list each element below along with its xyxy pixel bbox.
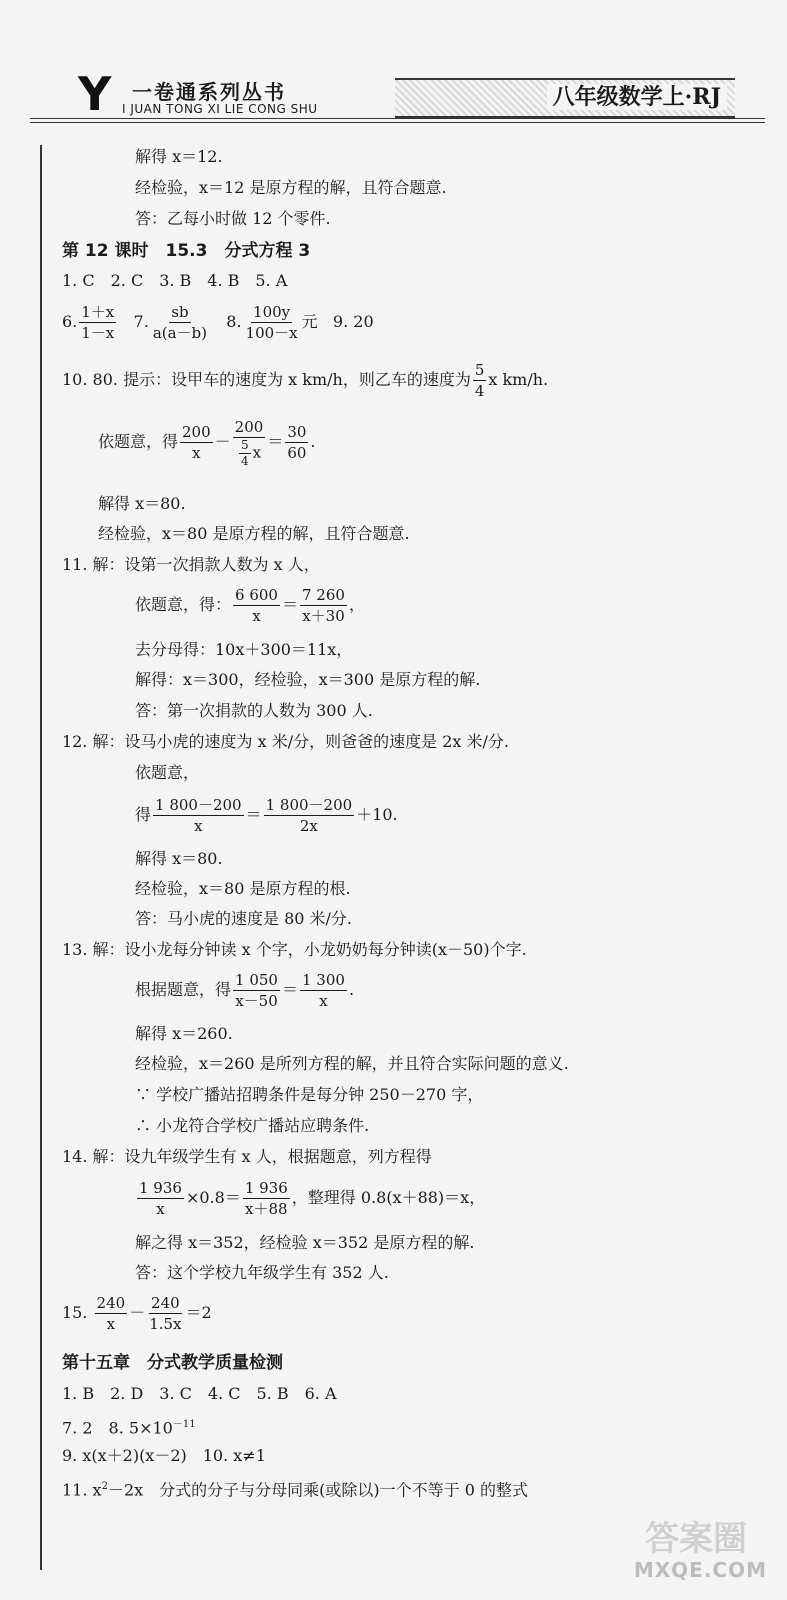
equation-11 — [135, 583, 365, 627]
operator: ＝ — [267, 432, 284, 451]
text-line: 依题意， — [135, 763, 200, 782]
fraction — [151, 302, 209, 343]
numerator: 200 — [234, 417, 264, 436]
q-text: －2x 分式的分子与分母同乘(或除以)一个不等于 0 的整式 — [107, 1480, 528, 1500]
denominator: a(a－b) — [152, 324, 208, 342]
text-line: 9. x(x＋2)(x－2) 10. x≠1 — [62, 1446, 266, 1465]
fraction — [243, 1178, 290, 1219]
q-text: 10. 80. 提示：设甲车的速度为 x km/h，则乙车的速度为 — [62, 370, 471, 389]
equation-13 — [135, 967, 354, 1013]
denominator: x — [194, 817, 203, 835]
fraction — [473, 360, 487, 401]
fraction — [300, 970, 347, 1011]
fraction — [95, 1293, 128, 1334]
series-title: 一卷通系列丛书 — [132, 80, 286, 104]
fraction — [180, 422, 213, 463]
text-line: 答：这个学校九年级学生有 352 人. — [135, 1263, 389, 1282]
numerator: 1 050 — [235, 971, 278, 989]
exponent: 2 — [101, 1481, 108, 1492]
question-11: 11. 解：设第一次捐款人数为 x 人， — [62, 555, 320, 574]
denominator: x — [156, 1200, 165, 1218]
q-text: ＝2 — [185, 1303, 212, 1322]
text-line: 答：乙每小时做 12 个零件. — [135, 209, 331, 228]
grade-label: 八年级数学上·RJ — [547, 84, 727, 110]
operator: ＝ — [281, 595, 298, 614]
numerator: 1 936 — [139, 1179, 182, 1197]
q-label: 6. — [62, 312, 78, 331]
fraction — [79, 302, 116, 343]
equation-10 — [98, 412, 316, 472]
equation-14 — [135, 1175, 485, 1221]
text-line: 解得 x＝80. — [98, 494, 186, 513]
punct: . — [348, 980, 355, 999]
fraction — [239, 438, 251, 469]
denominator: 60 — [287, 444, 307, 462]
q-text: 11. x — [62, 1480, 102, 1500]
denominator: x－50 — [235, 992, 278, 1010]
denominator: 1.5x — [149, 1315, 182, 1333]
denominator: x — [106, 1315, 116, 1333]
operator: － — [129, 1303, 146, 1322]
text-line: 解得 x＝260. — [135, 1024, 233, 1043]
numerator: 1 300 — [301, 971, 345, 989]
q-text: 依题意，得： — [135, 595, 232, 614]
operator: ＝ — [281, 980, 298, 999]
book-header — [70, 67, 770, 121]
text-line: 答：马小虎的速度是 80 米/分. — [135, 909, 353, 928]
fraction — [244, 302, 300, 343]
operator: ＝ — [245, 805, 262, 824]
denominator: x＋30 — [302, 607, 345, 625]
q-text: x km/h. — [488, 370, 549, 389]
section-heading: 第 12 课时 15.3 分式方程 3 — [62, 241, 311, 261]
fraction — [233, 585, 280, 626]
fraction — [137, 1178, 184, 1219]
margin-rule — [40, 145, 42, 1570]
numerator: 1 800－200 — [265, 796, 353, 814]
q-text: ，整理得 0.8(x＋88)＝x， — [291, 1188, 486, 1207]
text-line — [62, 1476, 528, 1501]
denominator: 100－x — [245, 324, 298, 342]
q-answer: 9. 20 — [332, 312, 374, 331]
numerator: 240 — [96, 1294, 126, 1312]
q-text: 7. 2 8. 5×10 — [62, 1418, 173, 1438]
question-12: 12. 解：设马小虎的速度为 x 米/分，则爸爸的速度是 2x 米/分. — [62, 732, 509, 751]
header-divider — [30, 118, 765, 123]
denominator — [235, 438, 263, 469]
numerator: 240 — [151, 1294, 180, 1312]
denominator: 4 — [240, 453, 249, 468]
punct: ＋10. — [356, 805, 398, 824]
numerator: sb — [171, 303, 189, 321]
numerator: 1 800－200 — [155, 796, 242, 814]
text-line: 解得 x＝12. — [135, 147, 223, 166]
text-line: 经检验，x＝80 是原方程的根. — [135, 879, 351, 898]
denominator: x — [252, 607, 261, 625]
question-10 — [62, 358, 548, 402]
question-13: 13. 解：设小龙每分钟读 x 个字，小龙奶奶每分钟读(x－50)个字. — [62, 940, 527, 959]
operator: － — [214, 432, 231, 451]
series-logo: Y — [78, 67, 112, 121]
watermark-logo: 答案圈 — [645, 1519, 747, 1559]
text-line: 解之得 x＝352，经检验 x＝352 是原方程的解. — [135, 1233, 475, 1252]
denominator: 4 — [474, 382, 485, 400]
text-line: ∵ 学校广播站招聘条件是每分钟 250－270 字， — [135, 1085, 484, 1104]
text-line — [62, 1414, 196, 1439]
numerator: 1＋x — [81, 303, 115, 321]
fraction — [153, 795, 244, 836]
text-line: 解得 x＝80. — [135, 849, 223, 868]
exponent: －11 — [172, 1419, 196, 1430]
text-line: 答：第一次捐款的人数为 300 人. — [135, 701, 373, 720]
numerator: 5 — [474, 361, 485, 379]
denominator: x — [319, 992, 328, 1010]
question-15 — [62, 1290, 212, 1336]
watermark-url: MXQE.COM — [633, 1558, 767, 1582]
denominator: 2x — [299, 817, 318, 835]
numerator: 5 — [240, 437, 249, 452]
denominator: x — [192, 444, 201, 462]
equation-12 — [135, 792, 398, 838]
numerator: 6 600 — [235, 586, 278, 604]
fraction — [285, 422, 308, 463]
variable: x — [252, 443, 262, 461]
grade-banner — [395, 78, 735, 118]
punct: . — [310, 432, 316, 451]
text-line: 经检验，x＝80 是原方程的解，且符合题意. — [98, 524, 410, 543]
q-label: 15. — [62, 1303, 88, 1322]
numerator: 100y — [253, 303, 291, 321]
answer-row-6-9 — [62, 300, 374, 344]
unit: 元 — [301, 312, 318, 331]
fraction — [233, 417, 266, 469]
fraction — [233, 970, 280, 1011]
q-text: 依题意，得 — [98, 432, 179, 451]
section-heading: 第十五章 分式教学质量检测 — [62, 1353, 283, 1373]
numerator: 30 — [287, 423, 307, 441]
numerator: 1 936 — [244, 1179, 288, 1197]
fraction — [300, 585, 347, 626]
q-text: 得 — [135, 805, 152, 824]
text-line: 经检验，x＝260 是所列方程的解，并且符合实际问题的意义. — [135, 1054, 569, 1073]
text-line: 1. C 2. C 3. B 4. B 5. A — [62, 271, 288, 290]
denominator: x＋88 — [245, 1200, 288, 1218]
q-label: 8. — [226, 312, 242, 331]
fraction — [264, 795, 355, 836]
numerator: 200 — [182, 423, 211, 441]
operator: ×0.8＝ — [185, 1188, 241, 1207]
q-text: 根据题意，得 — [135, 980, 232, 999]
text-line: 去分母得：10x＋300＝11x， — [135, 640, 353, 659]
series-pinyin: I JUAN TONG XI LIE CONG SHU — [122, 102, 318, 116]
numerator: 7 260 — [301, 586, 345, 604]
text-line: 1. B 2. D 3. C 4. C 5. B 6. A — [62, 1384, 337, 1403]
text-line: 解得：x＝300，经检验，x＝300 是原方程的解. — [135, 670, 481, 689]
denominator: 1－x — [81, 324, 115, 342]
question-14: 14. 解：设九年级学生有 x 人，根据题意，列方程得 — [62, 1147, 432, 1166]
punct: ， — [348, 595, 365, 614]
q-label: 7. — [133, 312, 149, 331]
fraction — [147, 1293, 183, 1334]
text-line: ∴ 小龙符合学校广播站应聘条件. — [135, 1116, 370, 1135]
text-line: 经检验，x＝12 是原方程的解，且符合题意. — [135, 178, 447, 197]
